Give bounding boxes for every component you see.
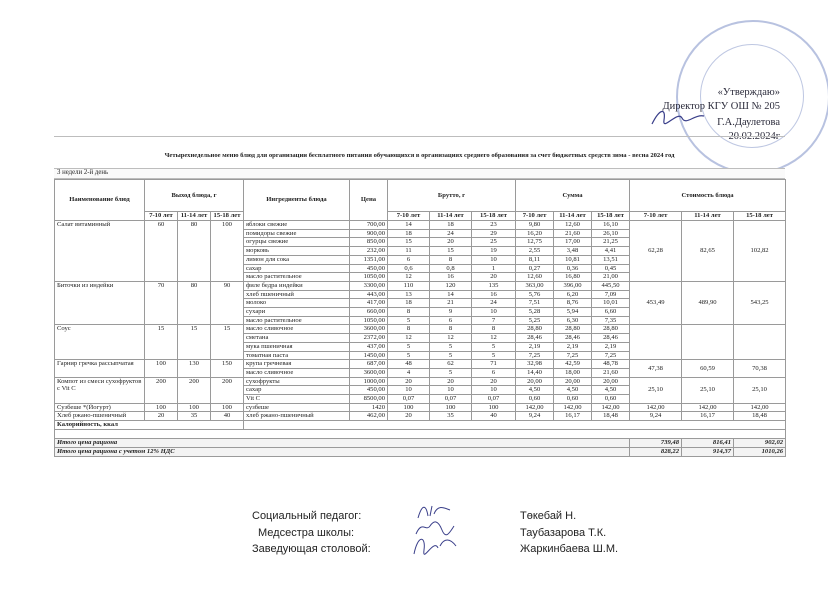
ingredient-gross: 20 xyxy=(472,273,516,282)
dish-name: Салат витаминный xyxy=(55,221,145,282)
ingredient-gross: 20 xyxy=(430,377,472,386)
ingredient-sum: 0,60 xyxy=(554,395,592,404)
ingredient-price: 1351,00 xyxy=(350,255,388,264)
ingredient-name: масло растительное xyxy=(244,316,350,325)
staff-role-2: Заведующая столовой: xyxy=(252,543,371,555)
ingredient-name: сузбеше xyxy=(244,403,350,412)
approval-line-2: Директор КГУ ОШ № 205 xyxy=(662,100,780,112)
staff-name-1: Таубазарова Т.К. xyxy=(520,526,607,539)
dish-output: 100 xyxy=(145,360,178,377)
ingredient-name: сахар xyxy=(244,386,350,395)
header-age-0: 7-10 лет xyxy=(388,212,430,221)
ingredient-gross: 0,07 xyxy=(388,395,430,404)
ingredient-gross: 8 xyxy=(430,325,472,334)
ingredient-sum: 2,19 xyxy=(516,342,554,351)
ingredient-gross: 25 xyxy=(472,238,516,247)
ingredient-name: хлеб ржано-пшеничный xyxy=(244,412,350,421)
ingredient-gross: 35 xyxy=(430,412,472,421)
ingredient-sum: 14,40 xyxy=(516,368,554,377)
dish-cost: 9,24 xyxy=(630,412,682,421)
dish-cost: 82,65 xyxy=(682,221,734,282)
table-row xyxy=(55,281,786,290)
ingredient-gross: 12 xyxy=(430,334,472,343)
ingredient-gross: 135 xyxy=(472,281,516,290)
ingredient-name: лимон для сока xyxy=(244,255,350,264)
dish-output: 70 xyxy=(145,281,178,325)
ingredient-sum: 2,55 xyxy=(516,247,554,256)
ingredient-name: сахар xyxy=(244,264,350,273)
spacer-row xyxy=(55,430,786,439)
ingredient-sum: 48,78 xyxy=(592,360,630,369)
table-row xyxy=(55,403,786,412)
staff-name-2: Жаркинбаева Ш.М. xyxy=(520,543,619,555)
ingredient-name: томатная паста xyxy=(244,351,350,360)
dish-cost: 25,10 xyxy=(630,377,682,403)
dish-cost: 18,48 xyxy=(734,412,786,421)
ingredient-price: 850,00 xyxy=(350,238,388,247)
ingredient-sum: 12,60 xyxy=(554,221,592,230)
ingredient-price: 700,00 xyxy=(350,221,388,230)
total-row xyxy=(55,448,786,457)
dish-output: 40 xyxy=(211,412,244,421)
dish-output: 60 xyxy=(145,221,178,282)
ingredient-sum: 20,00 xyxy=(592,377,630,386)
ingredient-gross: 100 xyxy=(472,403,516,412)
ingredient-price: 462,00 xyxy=(350,412,388,421)
calories-label: Калорийность, ккал xyxy=(55,421,244,430)
ingredient-gross: 19 xyxy=(472,247,516,256)
ingredient-price: 1050,00 xyxy=(350,273,388,282)
ingredient-gross: 20 xyxy=(430,238,472,247)
dish-output: 80 xyxy=(178,281,211,325)
ingredient-gross: 0,07 xyxy=(430,395,472,404)
staff-roles xyxy=(252,508,371,558)
ingredient-name: помидоры свежие xyxy=(244,229,350,238)
header-age-0: 7-10 лет xyxy=(145,212,178,221)
calories-empty xyxy=(244,421,786,430)
ingredient-gross: 8 xyxy=(472,325,516,334)
dish-cost: 47,38 xyxy=(630,360,682,377)
ingredient-price: 417,00 xyxy=(350,299,388,308)
ingredient-gross: 8 xyxy=(388,308,430,317)
ingredient-sum: 21,00 xyxy=(592,273,630,282)
dish-cost: 142,00 xyxy=(630,403,682,412)
ingredient-gross: 13 xyxy=(388,290,430,299)
ingredient-gross: 120 xyxy=(430,281,472,290)
approval-line-1: «Утверждаю» xyxy=(717,87,780,98)
ingredient-name: сухари xyxy=(244,308,350,317)
document-title: Четырехнедельное меню блюд для организации бесплатного питания обучающихся в организациях среднего образования за счет бюджетных средств зима - весна 2024 год xyxy=(164,152,675,159)
dish-output: 200 xyxy=(211,377,244,403)
dish-cost: 142,00 xyxy=(682,403,734,412)
dish-output: 150 xyxy=(211,360,244,377)
ingredient-sum: 0,36 xyxy=(554,264,592,273)
ingredient-gross: 100 xyxy=(430,403,472,412)
director-signature xyxy=(648,104,708,130)
ingredient-gross: 5 xyxy=(388,316,430,325)
ingredient-price: 450,00 xyxy=(350,264,388,273)
header-sum: Сумма xyxy=(516,180,630,212)
ingredient-sum: 363,00 xyxy=(516,281,554,290)
ingredient-gross: 18 xyxy=(388,229,430,238)
ingredient-sum: 142,00 xyxy=(554,403,592,412)
ingredient-sum: 4,41 xyxy=(592,247,630,256)
header-age-0: 7-10 лет xyxy=(630,212,682,221)
ingredient-gross: 7 xyxy=(472,316,516,325)
ingredient-sum: 21,60 xyxy=(592,368,630,377)
menu-body xyxy=(55,221,786,457)
ingredient-gross: 15 xyxy=(430,247,472,256)
ingredient-gross: 15 xyxy=(388,238,430,247)
ingredient-price: 1050,00 xyxy=(350,316,388,325)
ingredient-sum: 8,76 xyxy=(554,299,592,308)
ingredient-gross: 5 xyxy=(472,351,516,360)
ingredient-sum: 20,00 xyxy=(516,377,554,386)
header-gross: Брутто, г xyxy=(388,180,516,212)
ingredient-gross: 5 xyxy=(430,342,472,351)
ingredient-name: мука пшеничная xyxy=(244,342,350,351)
ingredient-gross: 110 xyxy=(388,281,430,290)
ingredient-price: 687,00 xyxy=(350,360,388,369)
ingredient-gross: 18 xyxy=(430,221,472,230)
ingredient-price: 450,00 xyxy=(350,386,388,395)
ingredient-sum: 7,51 xyxy=(516,299,554,308)
ingredient-name: молоко xyxy=(244,299,350,308)
ingredient-sum: 6,60 xyxy=(592,308,630,317)
ingredient-name: сухофрукты xyxy=(244,377,350,386)
ingredient-price: 8500,00 xyxy=(350,395,388,404)
header-age-2: 15-18 лет xyxy=(734,212,786,221)
ingredient-sum: 0,27 xyxy=(516,264,554,273)
staff-name-0: Төкебай Н. xyxy=(520,510,577,522)
ingredient-gross: 0,6 xyxy=(388,264,430,273)
ingredient-sum: 12,75 xyxy=(516,238,554,247)
header-output: Выход блюда, г xyxy=(145,180,244,212)
ingredient-name: огурцы свежие xyxy=(244,238,350,247)
calories-row xyxy=(55,421,786,430)
header-ingredients: Ингредиенты блюда xyxy=(244,180,350,221)
ingredient-name: хлеб пшеничный xyxy=(244,290,350,299)
ingredient-gross: 21 xyxy=(430,299,472,308)
ingredient-gross: 14 xyxy=(388,221,430,230)
dish-cost: 102,82 xyxy=(734,221,786,282)
ingredient-gross: 6 xyxy=(430,316,472,325)
header-age-2: 15-18 лет xyxy=(211,212,244,221)
ingredient-price: 660,00 xyxy=(350,308,388,317)
ingredient-name: масло сливочное xyxy=(244,325,350,334)
ingredient-price: 3300,00 xyxy=(350,281,388,290)
ingredient-sum: 4,50 xyxy=(516,386,554,395)
dish-cost: 16,17 xyxy=(682,412,734,421)
ingredient-sum: 7,25 xyxy=(554,351,592,360)
dish-output: 200 xyxy=(145,377,178,403)
header-cost: Стоимость блюда xyxy=(630,180,786,212)
dish-name: Хлеб ржано-пшеничный xyxy=(55,412,145,421)
ingredient-sum: 3,48 xyxy=(554,247,592,256)
ingredient-sum: 2,19 xyxy=(592,342,630,351)
ingredient-sum: 2,19 xyxy=(554,342,592,351)
total-value: 828,22 xyxy=(630,448,682,457)
ingredient-sum: 21,60 xyxy=(554,229,592,238)
total-value: 1010,26 xyxy=(734,448,786,457)
staff-role-0: Социальный педагог: xyxy=(252,510,362,522)
ingredient-sum: 16,20 xyxy=(516,229,554,238)
total-value: 816,41 xyxy=(682,439,734,448)
ingredient-name: филе бедра индейки xyxy=(244,281,350,290)
ingredient-gross: 11 xyxy=(388,247,430,256)
ingredient-gross: 29 xyxy=(472,229,516,238)
header-age-1: 11-14 лет xyxy=(178,212,211,221)
ingredient-gross: 12 xyxy=(472,334,516,343)
ingredient-sum: 32,98 xyxy=(516,360,554,369)
ingredient-price: 437,00 xyxy=(350,342,388,351)
dish-output: 90 xyxy=(211,281,244,325)
ingredient-gross: 10 xyxy=(388,386,430,395)
ingredient-sum: 6,20 xyxy=(554,290,592,299)
ingredient-sum: 20,00 xyxy=(554,377,592,386)
ingredient-gross: 71 xyxy=(472,360,516,369)
total-label: Итого цена рациона с учетом 12% НДС xyxy=(55,448,630,457)
ingredient-sum: 28,46 xyxy=(592,334,630,343)
dish-name: Компот из смеси сухофруктов с Vit C xyxy=(55,377,145,403)
ingredient-gross: 40 xyxy=(472,412,516,421)
total-label: Итого цена рациона xyxy=(55,439,630,448)
ingredient-gross: 5 xyxy=(388,351,430,360)
dish-output: 130 xyxy=(178,360,211,377)
ingredient-sum: 0,45 xyxy=(592,264,630,273)
dish-output: 15 xyxy=(178,325,211,360)
ingredient-gross: 16 xyxy=(430,273,472,282)
table-row xyxy=(55,221,786,230)
ingredient-gross: 12 xyxy=(388,273,430,282)
ingredient-sum: 28,80 xyxy=(554,325,592,334)
ingredient-name: масло растительное xyxy=(244,273,350,282)
dish-name: Сузбеше *(Йогурт) xyxy=(55,403,145,412)
dish-name: Соус xyxy=(55,325,145,360)
ingredient-sum: 6,30 xyxy=(554,316,592,325)
ingredient-gross: 20 xyxy=(472,377,516,386)
ingredient-sum: 7,09 xyxy=(592,290,630,299)
ingredient-sum: 28,80 xyxy=(516,325,554,334)
total-value: 739,48 xyxy=(630,439,682,448)
ingredient-sum: 7,35 xyxy=(592,316,630,325)
canteen-manager-signature xyxy=(408,532,460,560)
dish-output: 200 xyxy=(178,377,211,403)
ingredient-gross: 8 xyxy=(430,255,472,264)
staff-names xyxy=(520,508,618,558)
dish-cost: 60,59 xyxy=(682,360,734,377)
dish-cost: 62,28 xyxy=(630,221,682,282)
ingredient-price: 232,00 xyxy=(350,247,388,256)
ingredient-name: сметана xyxy=(244,334,350,343)
ingredient-sum: 5,25 xyxy=(516,316,554,325)
approval-line-4: 20.02.2024г xyxy=(728,130,780,142)
dish-name: Гарнир гречка рассыпчатая xyxy=(55,360,145,377)
ingredient-gross: 16 xyxy=(472,290,516,299)
dish-output: 100 xyxy=(145,403,178,412)
dish-cost: 453,49 xyxy=(630,281,682,325)
dish-cost: 70,38 xyxy=(734,360,786,377)
ingredient-sum: 445,50 xyxy=(592,281,630,290)
ingredient-price: 1450,00 xyxy=(350,351,388,360)
ingredient-sum: 5,94 xyxy=(554,308,592,317)
ingredient-gross: 5 xyxy=(430,351,472,360)
ingredient-gross: 6 xyxy=(472,368,516,377)
ingredient-name: Vit C xyxy=(244,395,350,404)
ingredient-gross: 14 xyxy=(430,290,472,299)
ingredient-sum: 21,25 xyxy=(592,238,630,247)
ingredient-price: 3600,00 xyxy=(350,325,388,334)
ingredient-gross: 9 xyxy=(430,308,472,317)
ingredient-gross: 5 xyxy=(472,342,516,351)
ingredient-price: 3600,00 xyxy=(350,368,388,377)
ingredient-gross: 4 xyxy=(388,368,430,377)
header-age-1: 11-14 лет xyxy=(430,212,472,221)
dish-output: 20 xyxy=(145,412,178,421)
ingredient-price: 1000,00 xyxy=(350,377,388,386)
ingredient-sum: 142,00 xyxy=(592,403,630,412)
ingredient-gross: 6 xyxy=(388,255,430,264)
ingredient-name: масло сливочное xyxy=(244,368,350,377)
header-age-0: 7-10 лет xyxy=(516,212,554,221)
ingredient-gross: 5 xyxy=(388,342,430,351)
dish-output: 15 xyxy=(211,325,244,360)
dish-name: Биточки из индейки xyxy=(55,281,145,325)
dish-cost: 142,00 xyxy=(734,403,786,412)
ingredient-gross: 10 xyxy=(472,386,516,395)
total-value: 914,37 xyxy=(682,448,734,457)
ingredient-gross: 0,8 xyxy=(430,264,472,273)
ingredient-sum: 17,00 xyxy=(554,238,592,247)
header-dish: Наименование блюд xyxy=(55,180,145,221)
ingredient-sum: 142,00 xyxy=(516,403,554,412)
ingredient-sum: 8,11 xyxy=(516,255,554,264)
ingredient-gross: 8 xyxy=(388,325,430,334)
ingredient-gross: 24 xyxy=(472,299,516,308)
header-price: Цена xyxy=(350,180,388,221)
table-row xyxy=(55,360,786,369)
ingredient-gross: 12 xyxy=(388,334,430,343)
ingredient-sum: 42,59 xyxy=(554,360,592,369)
week-label: 3 недели 2-й день xyxy=(54,168,785,179)
ingredient-gross: 18 xyxy=(388,299,430,308)
header-age-1: 11-14 лет xyxy=(554,212,592,221)
ingredient-gross: 10 xyxy=(472,308,516,317)
ingredient-name: морковь xyxy=(244,247,350,256)
ingredient-name: крупа гречневая xyxy=(244,360,350,369)
header-age-1: 11-14 лет xyxy=(682,212,734,221)
dish-output: 100 xyxy=(211,221,244,282)
ingredient-sum: 5,76 xyxy=(516,290,554,299)
ingredient-gross: 10 xyxy=(430,386,472,395)
ingredient-sum: 9,24 xyxy=(516,412,554,421)
ingredient-sum: 0,60 xyxy=(592,395,630,404)
ingredient-sum: 10,01 xyxy=(592,299,630,308)
ingredient-sum: 7,25 xyxy=(592,351,630,360)
total-row xyxy=(55,439,786,448)
total-value: 902,02 xyxy=(734,439,786,448)
ingredient-sum: 16,80 xyxy=(554,273,592,282)
ingredient-gross: 23 xyxy=(472,221,516,230)
ingredient-gross: 20 xyxy=(388,412,430,421)
ingredient-sum: 26,10 xyxy=(592,229,630,238)
table-row xyxy=(55,377,786,386)
table-row xyxy=(55,325,786,334)
dish-output: 80 xyxy=(178,221,211,282)
ingredient-gross: 62 xyxy=(430,360,472,369)
ingredient-gross: 1 xyxy=(472,264,516,273)
ingredient-gross: 5 xyxy=(430,368,472,377)
ingredient-sum: 18,00 xyxy=(554,368,592,377)
ingredient-price: 2372,00 xyxy=(350,334,388,343)
dish-output: 100 xyxy=(211,403,244,412)
ingredient-gross: 0,07 xyxy=(472,395,516,404)
ingredient-sum: 28,46 xyxy=(554,334,592,343)
ingredient-sum: 7,25 xyxy=(516,351,554,360)
ingredient-sum: 5,28 xyxy=(516,308,554,317)
ingredient-sum: 13,51 xyxy=(592,255,630,264)
dish-cost xyxy=(630,325,682,360)
ingredient-sum: 4,50 xyxy=(554,386,592,395)
ingredient-name: яблоки свежие xyxy=(244,221,350,230)
ingredient-sum: 0,60 xyxy=(516,395,554,404)
ingredient-sum: 28,46 xyxy=(516,334,554,343)
dish-cost: 489,90 xyxy=(682,281,734,325)
ingredient-sum: 9,80 xyxy=(516,221,554,230)
ingredient-sum: 4,50 xyxy=(592,386,630,395)
menu-sheet xyxy=(54,136,785,457)
dish-cost: 25,10 xyxy=(682,377,734,403)
approval-line-3: Г.А.Даулетова xyxy=(717,117,780,128)
ingredient-gross: 10 xyxy=(472,255,516,264)
table-row xyxy=(55,412,786,421)
dish-cost xyxy=(682,325,734,360)
dish-cost: 543,25 xyxy=(734,281,786,325)
ingredient-price: 900,00 xyxy=(350,229,388,238)
header-age-2: 15-18 лет xyxy=(592,212,630,221)
ingredient-sum: 10,81 xyxy=(554,255,592,264)
dish-cost xyxy=(734,325,786,360)
age-header-row xyxy=(55,212,786,221)
dish-output: 100 xyxy=(178,403,211,412)
dish-cost: 25,10 xyxy=(734,377,786,403)
ingredient-sum: 16,10 xyxy=(592,221,630,230)
ingredient-gross: 100 xyxy=(388,403,430,412)
header-age-2: 15-18 лет xyxy=(472,212,516,221)
ingredient-sum: 12,60 xyxy=(516,273,554,282)
staff-role-1: Медсестра школы: xyxy=(258,526,355,539)
dish-output: 35 xyxy=(178,412,211,421)
ingredient-gross: 48 xyxy=(388,360,430,369)
ingredient-sum: 18,48 xyxy=(592,412,630,421)
ingredient-price: 1420 xyxy=(350,403,388,412)
ingredient-gross: 20 xyxy=(388,377,430,386)
menu-table xyxy=(54,179,786,457)
ingredient-sum: 16,17 xyxy=(554,412,592,421)
ingredient-sum: 28,80 xyxy=(592,325,630,334)
dish-output: 15 xyxy=(145,325,178,360)
ingredient-sum: 396,00 xyxy=(554,281,592,290)
spacer-cell xyxy=(55,430,786,439)
ingredient-gross: 24 xyxy=(430,229,472,238)
ingredient-price: 443,00 xyxy=(350,290,388,299)
